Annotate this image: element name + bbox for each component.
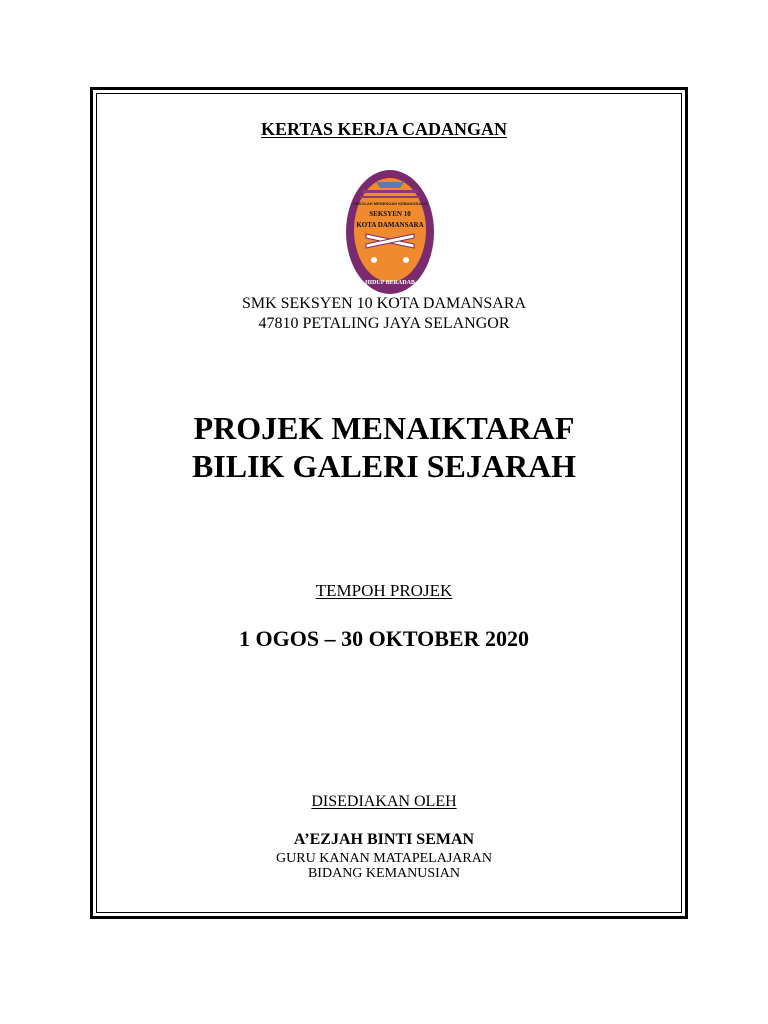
project-period-label: TEMPOH PROJEK	[315, 581, 453, 600]
school-name: SMK SEKSYEN 10 KOTA DAMANSARA	[241, 295, 527, 312]
crest-motto: HIDUP BERADAB	[365, 280, 415, 286]
project-title-line1: PROJEK MENAIKTARAF	[193, 410, 575, 446]
prepared-by-label: DISEDIAKAN OLEH	[311, 793, 457, 810]
project-title-line2: BILIK GALERI SEJARAH	[191, 448, 577, 484]
crest-band-text: SEKOLAH MENENGAH KEBANGSAAN	[353, 201, 427, 206]
crest-name-line1: SEKSYEN 10	[369, 210, 411, 218]
author-role-line1: GURU KANAN MATAPELAJARAN	[276, 851, 492, 866]
author-name: A’EZJAH BINTI SEMAN	[293, 831, 475, 848]
author-role-line2: BIDANG KEMANUSIAN	[307, 866, 461, 881]
school-crest-icon	[344, 168, 436, 296]
school-address: 47810 PETALING JAYA SELANGOR	[258, 315, 510, 332]
project-period: 1 OGOS – 30 OKTOBER 2020	[239, 626, 529, 651]
crest-name-line2: KOTA DAMANSARA	[356, 221, 424, 229]
school-crest-graphic	[344, 168, 436, 296]
document-heading: KERTAS KERJA CADANGAN	[260, 119, 508, 139]
